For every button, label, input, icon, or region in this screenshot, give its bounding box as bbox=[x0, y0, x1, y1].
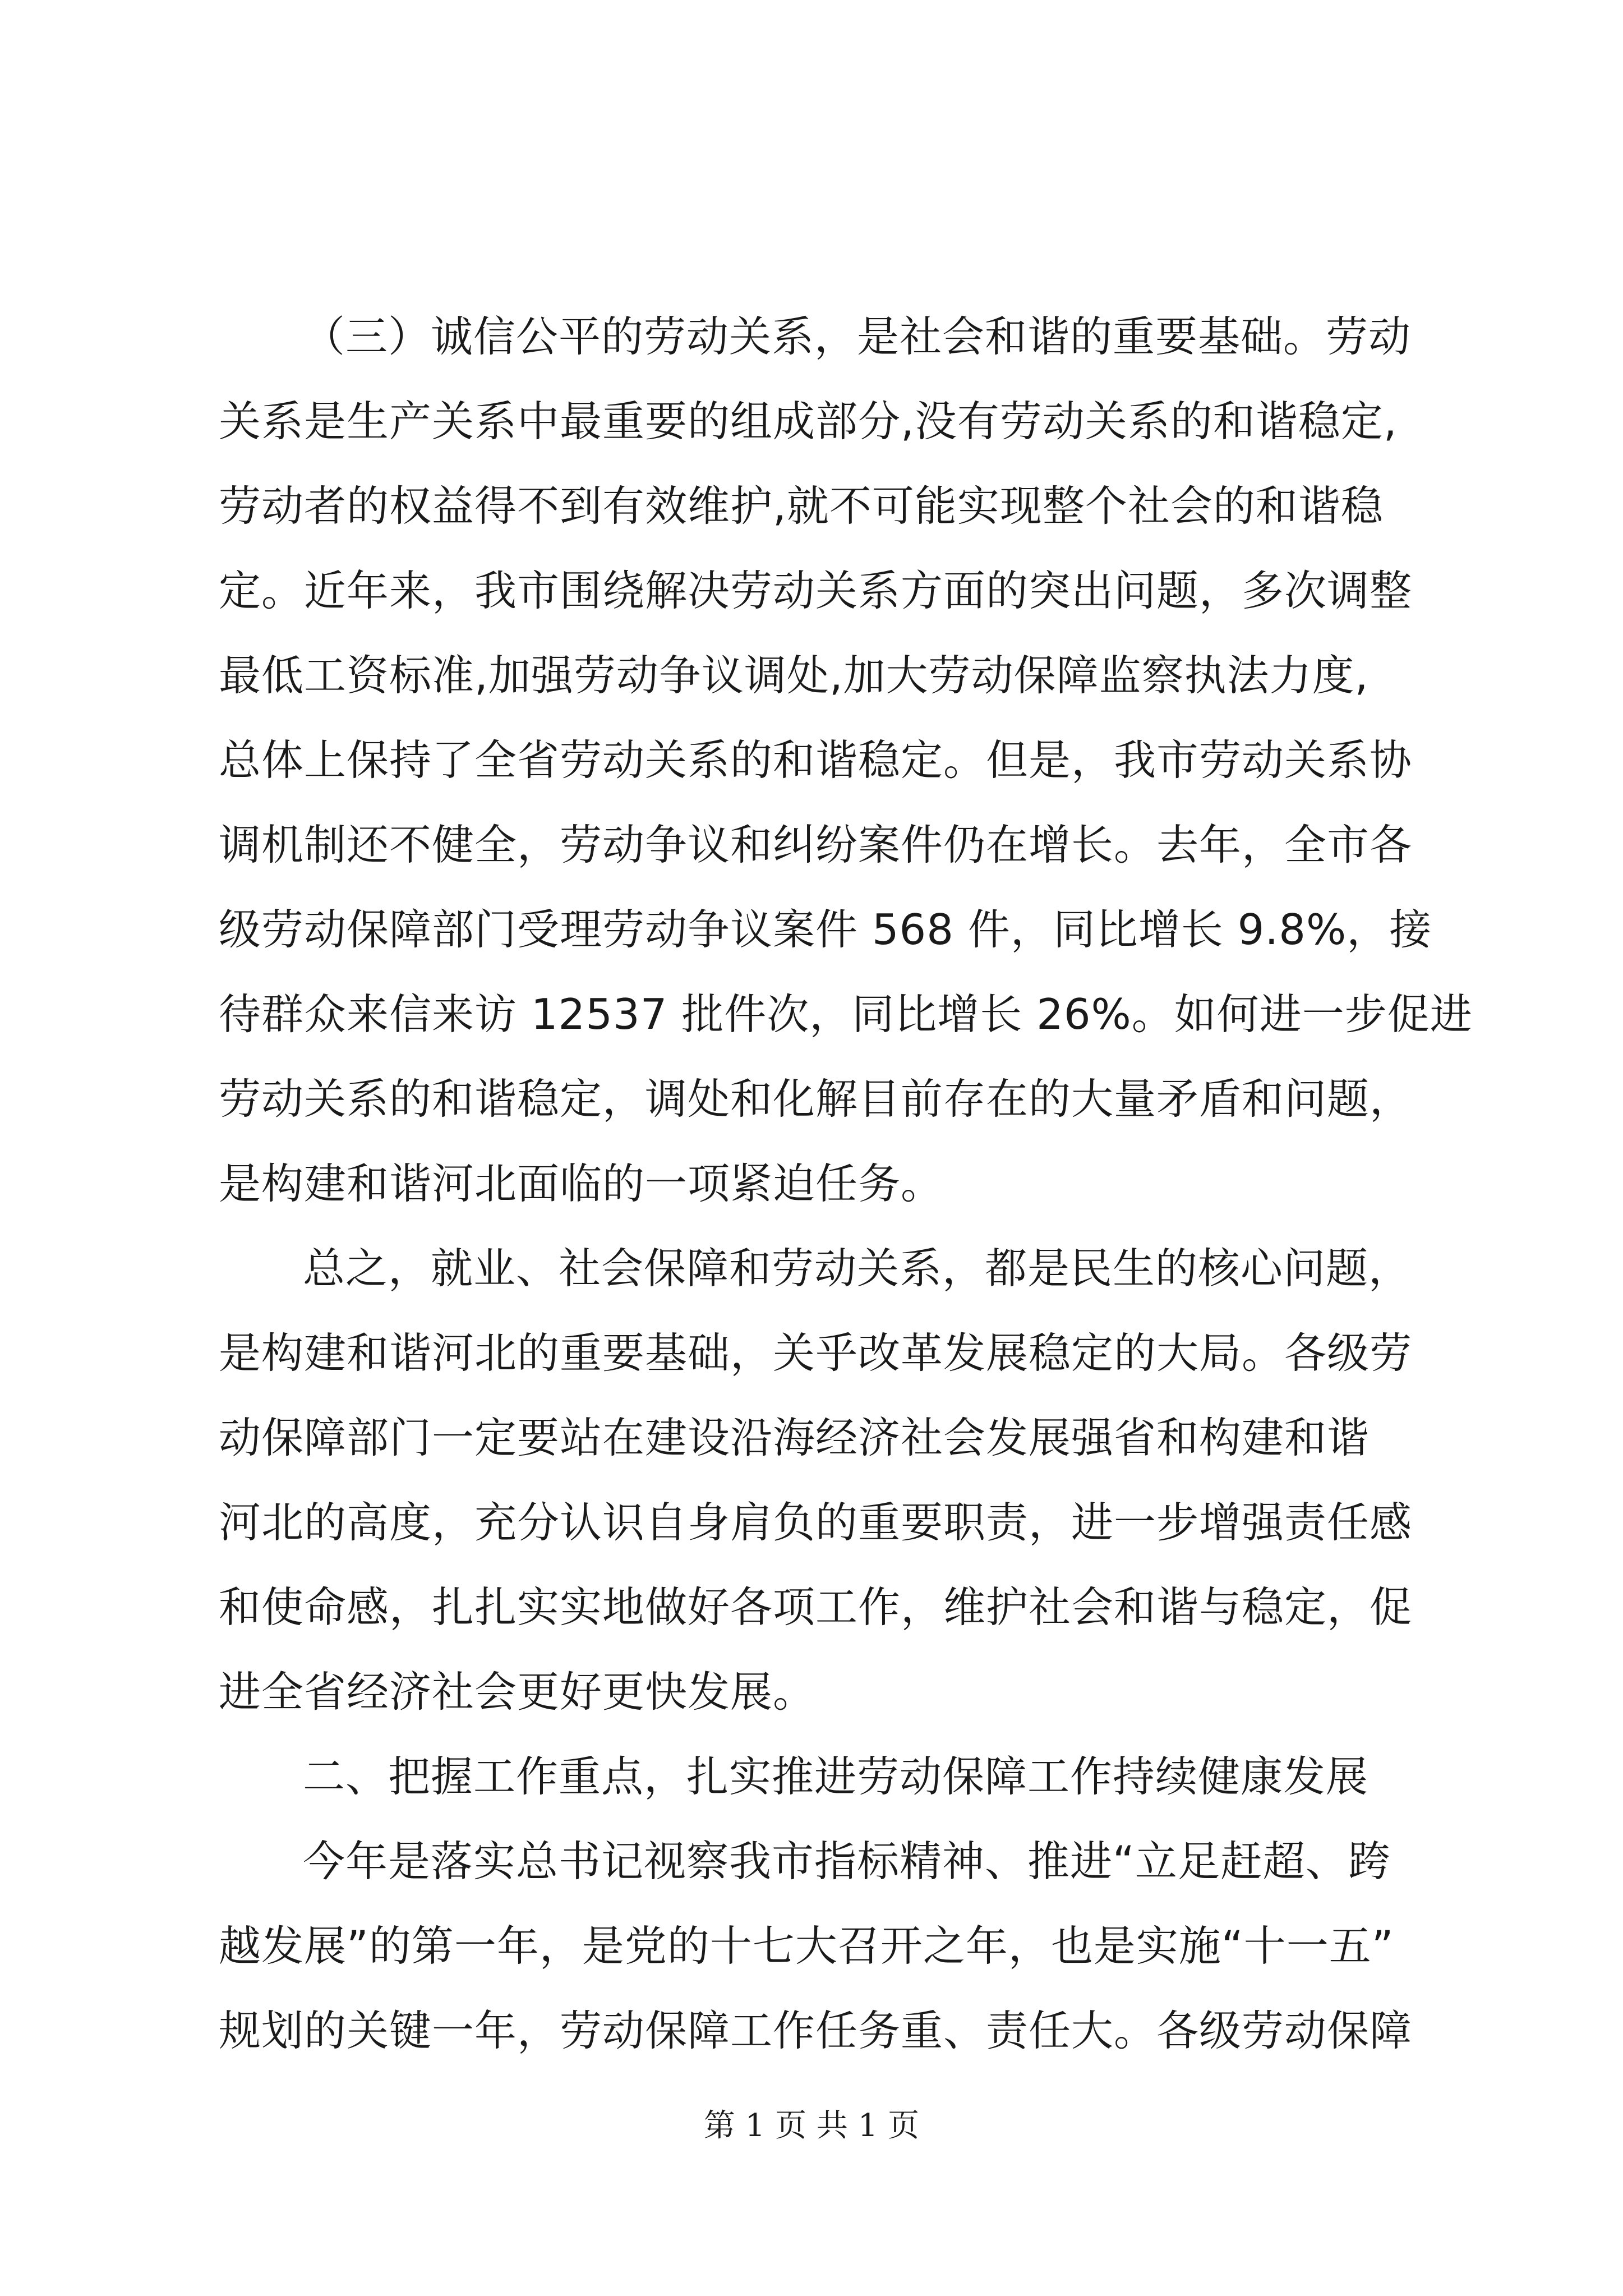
paragraph-line: 关系是生产关系中最重要的组成部分,没有劳动关系的和谐稳定, bbox=[219, 397, 1398, 446]
paragraph-line: 动保障部门一定要站在建设沿海经济社会发展强省和构建和谐 bbox=[219, 1413, 1370, 1462]
paragraph-line: 劳动关系的和谐稳定，调处和化解目前存在的大量矛盾和问题， bbox=[219, 1074, 1413, 1124]
paragraph-line: 和使命感，扎扎实实地做好各项工作，维护社会和谐与稳定，促 bbox=[219, 1582, 1413, 1632]
paragraph-line: 越发展”的第一年，是党的十七大召开之年，也是实施“十一五” bbox=[219, 1921, 1394, 1971]
paragraph-line: 是构建和谐河北面临的一项紧迫任务。 bbox=[219, 1159, 944, 1208]
paragraph-line: 调机制还不健全，劳动争议和纠纷案件仍在增长。去年，全市各 bbox=[219, 820, 1413, 869]
paragraph-line: 总体上保持了全省劳动关系的和谐稳定。但是，我市劳动关系协 bbox=[219, 735, 1413, 785]
paragraph-line: 河北的高度，充分认识自身肩负的重要职责，进一步增强责任感 bbox=[219, 1498, 1413, 1547]
section-heading: 二、把握工作重点，扎实推进劳动保障工作持续健康发展 bbox=[303, 1752, 1369, 1801]
paragraph-line: 进全省经济社会更好更快发展。 bbox=[219, 1667, 816, 1717]
paragraph-line: 总之，就业、社会保障和劳动关系，都是民生的核心问题， bbox=[303, 1244, 1412, 1293]
paragraph-line: 级劳动保障部门受理劳动争议案件 568 件，同比增长 9.8%，接 bbox=[219, 905, 1432, 954]
paragraph-line: 待群众来信来访 12537 批件次，同比增长 26%。如何进一步促进 bbox=[219, 990, 1473, 1039]
document-body bbox=[219, 295, 1481, 2073]
paragraph-line: 规划的关键一年，劳动保障工作任务重、责任大。各级劳动保障 bbox=[219, 2006, 1413, 2055]
page-footer: 第 1 页 共 1 页 bbox=[703, 2108, 920, 2144]
paragraph-line: 最低工资标准,加强劳动争议调处,加大劳动保障监察执法力度, bbox=[219, 651, 1369, 700]
paragraph-line: （三）诚信公平的劳动关系，是社会和谐的重要基础。劳动 bbox=[303, 312, 1412, 361]
paragraph-line: 定。近年来，我市围绕解决劳动关系方面的突出问题，多次调整 bbox=[219, 566, 1413, 615]
paragraph-line: 今年是落实总书记视察我市指标精神、推进“立足赶超、跨 bbox=[303, 1837, 1391, 1886]
paragraph-line: 劳动者的权益得不到有效维护,就不可能实现整个社会的和谐稳 bbox=[219, 481, 1384, 531]
paragraph-line: 是构建和谐河北的重要基础，关乎改革发展稳定的大局。各级劳 bbox=[219, 1328, 1413, 1378]
